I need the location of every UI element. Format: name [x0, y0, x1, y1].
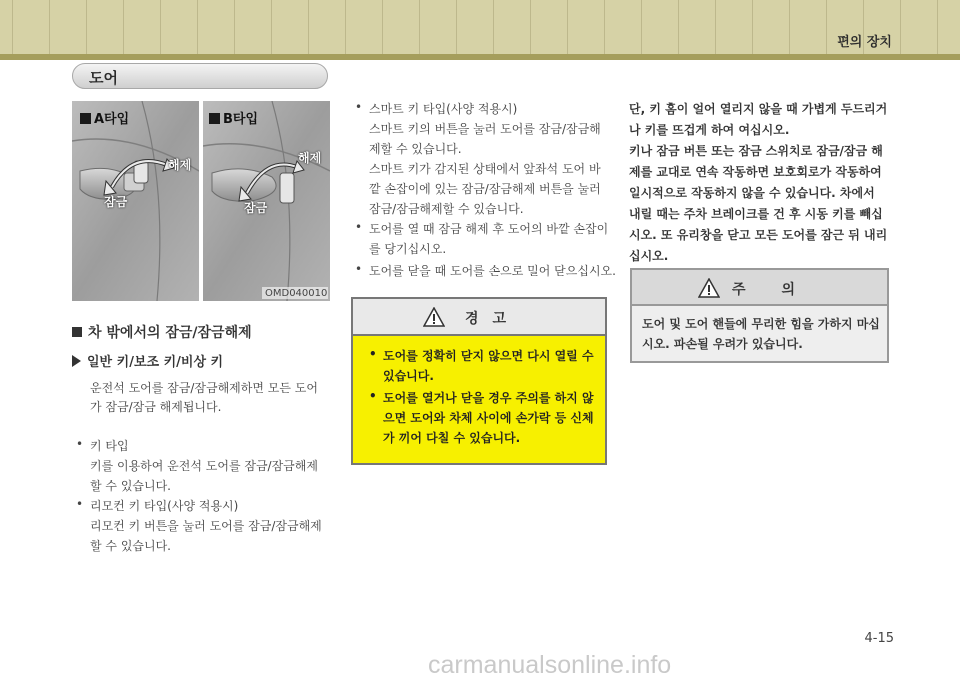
right-line-7: 시오. 또 유리창을 닫고 모든 도어를 잠근 뒤 내리 [629, 228, 888, 242]
page-number: 4-15 [864, 631, 894, 646]
subheading: 일반 키/보조 키/비상 키 [72, 351, 223, 370]
smart-key-line-4: 스마트 키가 감지된 상태에서 앞좌석 도어 바 [369, 162, 601, 176]
warning-2-line-3: 가 끼어 다칠 수 있습니다. [383, 431, 521, 445]
open-door-line-2: 를 당기십시오. [369, 242, 447, 256]
caution-line-2: 시오. 파손될 우려가 있습니다. [642, 337, 803, 351]
bullet-dot: • [355, 262, 363, 276]
warning-2-line-2: 으면 도어와 차체 사이에 손가락 등 신체 [383, 411, 594, 425]
section-heading: 차 밖에서의 잠금/잠금해제 [72, 322, 252, 342]
intro-line-1: 운전석 도어를 잠금/잠금해제하면 모든 도어 [90, 381, 318, 395]
bullet-dot: • [369, 389, 377, 403]
open-door-line-1: 도어를 열 때 잠금 해제 후 도어의 바깥 손잡이 [369, 222, 609, 236]
caution-title: 주의 [732, 282, 832, 298]
bullet-dot: • [76, 437, 84, 451]
key-type-line-3: 할 수 있습니다. [90, 479, 171, 493]
chapter-pill [72, 63, 328, 89]
caution-header [632, 270, 887, 306]
panel-a [72, 101, 199, 301]
intro-line-2: 가 잠금/잠금 해제됩니다. [90, 400, 222, 414]
panel-a-lock-label: 잠금 [104, 195, 128, 209]
remote-key-line-2: 리모컨 키 버튼을 눌러 도어를 잠금/잠금해제 [90, 519, 322, 533]
right-line-1: 단, 키 홈이 얼어 열리지 않을 때 가볍게 두드리거 [629, 102, 888, 116]
smart-key-line-3: 제할 수 있습니다. [369, 142, 462, 156]
close-door-line: 도어를 닫을 때 도어를 손으로 밀어 닫으십시오. [369, 264, 616, 278]
smart-key-line-6: 잠금/잠금해제할 수 있습니다. [369, 202, 524, 216]
right-line-6: 내릴 때는 주차 브레이크를 건 후 시동 키를 빼십 [629, 207, 883, 221]
bullet-dot: • [355, 100, 363, 114]
panel-b-label: B타입 [223, 112, 259, 127]
square-bullet-icon [72, 327, 82, 337]
bullet-dot: • [369, 347, 377, 361]
warning-1-line-1: 도어를 정확히 닫지 않으면 다시 열릴 수 [383, 349, 594, 363]
smart-key-line-2: 스마트 키의 버튼을 눌러 도어를 잠금/잠금해 [369, 122, 601, 136]
caution-line-1: 도어 및 도어 핸들에 무리한 힘을 가하지 마십 [642, 317, 880, 331]
panel-b-unlock-label: 해제 [298, 151, 322, 165]
caution-triangle-icon [698, 278, 720, 298]
warning-1-line-2: 있습니다. [383, 369, 434, 383]
caution-box [630, 268, 889, 363]
remote-key-title: 리모컨 키 타입(사양 적용시) [90, 499, 239, 513]
smart-key-line-5: 깥 손잡이에 있는 잠금/잠금해제 버튼을 눌러 [369, 182, 601, 196]
right-line-8: 십시오. [629, 249, 669, 263]
remote-key-line-3: 할 수 있습니다. [90, 539, 171, 553]
key-type-line-2: 키를 이용하여 운전석 도어를 잠금/잠금해제 [90, 459, 318, 473]
right-line-4: 제를 교대로 연속 작동하면 보호회로가 작동하여 [629, 165, 882, 179]
section-title: 편의 장치 [837, 35, 892, 50]
right-line-5: 일시적으로 작동하지 않을 수 있습니다. 차에서 [629, 186, 875, 200]
bullet-dot: • [76, 497, 84, 511]
bullet-dot: • [355, 220, 363, 234]
right-line-2: 나 키를 뜨겁게 하여 여십시오. [629, 123, 790, 137]
panel-b-lock-label: 잠금 [244, 201, 268, 215]
header-strip [0, 54, 960, 60]
smart-key-line-1: 스마트 키 타입(사양 적용시) [369, 102, 518, 116]
triangle-bullet-icon [72, 355, 81, 367]
watermark: carmanualsonline.info [428, 651, 672, 679]
figure-code: OMD040010 [265, 288, 328, 299]
chapter-title: 도어 [89, 69, 118, 87]
warning-box [351, 297, 607, 465]
right-line-3: 키나 잠금 버튼 또는 잠금 스위치로 잠금/잠금 해 [629, 144, 883, 158]
warning-title: 경고 [465, 311, 521, 327]
header-band [0, 0, 960, 54]
warning-header [353, 299, 605, 336]
warning-2-line-1: 도어를 열거나 닫을 경우 주의를 하지 않 [383, 391, 594, 405]
key-type-title: 키 타입 [90, 439, 129, 453]
door-lock-figure [72, 101, 330, 301]
warning-triangle-icon [423, 307, 445, 327]
panel-a-unlock-label: 해제 [168, 158, 192, 172]
panel-a-label: A타입 [94, 112, 130, 127]
